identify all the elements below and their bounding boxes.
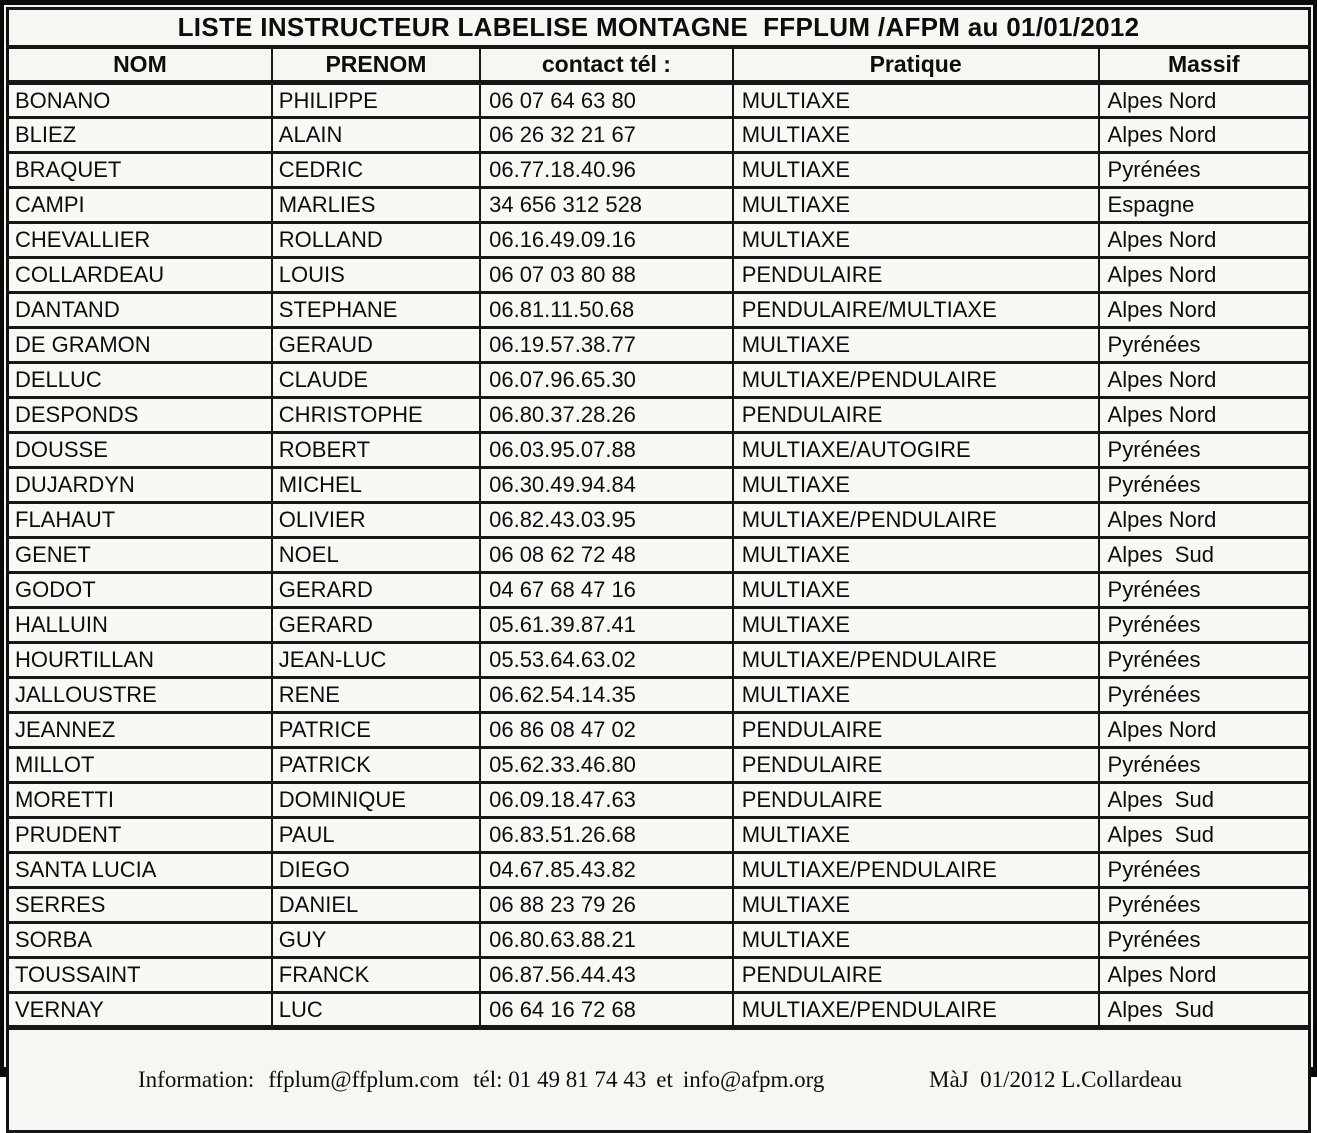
cell-tel: 06 64 16 72 68 — [480, 993, 733, 1028]
cell-nom: DESPONDS — [8, 398, 272, 433]
cell-prenom: JEAN-LUC — [272, 643, 480, 678]
cell-prenom: MICHEL — [272, 468, 480, 503]
table-row — [8, 573, 1310, 608]
cell-nom: PRUDENT — [8, 818, 272, 853]
cell-prenom: ALAIN — [272, 118, 480, 153]
cell-nom: HALLUIN — [8, 608, 272, 643]
instructor-table — [6, 7, 1311, 1133]
cell-nom: BLIEZ — [8, 118, 272, 153]
cell-prenom: CHRISTOPHE — [272, 398, 480, 433]
table-row — [8, 293, 1310, 328]
footer-et-label: et — [656, 1067, 673, 1092]
cell-massif: Pyrénées — [1099, 608, 1310, 643]
page-title: LISTE INSTRUCTEUR LABELISE MONTAGNE FFPLUM /AFPM au 01/01/2012 — [8, 9, 1310, 47]
cell-nom: SANTA LUCIA — [8, 853, 272, 888]
cell-nom: BRAQUET — [8, 153, 272, 188]
table-row — [8, 433, 1310, 468]
cell-massif: Alpes Sud — [1099, 538, 1310, 573]
cell-tel: 06.83.51.26.68 — [480, 818, 733, 853]
cell-massif: Alpes Nord — [1099, 398, 1310, 433]
cell-prenom: PATRICK — [272, 748, 480, 783]
footer-maj-credit: MàJ 01/2012 L.Collardeau — [929, 1067, 1182, 1092]
cell-pratique: MULTIAXE — [733, 538, 1099, 573]
cell-prenom: CLAUDE — [272, 363, 480, 398]
cell-massif: Pyrénées — [1099, 678, 1310, 713]
table-row — [8, 713, 1310, 748]
table-row — [8, 118, 1310, 153]
column-header-massif: Massif — [1099, 47, 1310, 83]
cell-massif: Pyrénées — [1099, 153, 1310, 188]
cell-prenom: DANIEL — [272, 888, 480, 923]
column-header-contact-tel: contact tél : — [480, 47, 733, 83]
cell-massif: Pyrénées — [1099, 853, 1310, 888]
cell-pratique: MULTIAXE — [733, 328, 1099, 363]
cell-massif: Alpes Nord — [1099, 713, 1310, 748]
cell-tel: 06.30.49.94.84 — [480, 468, 733, 503]
cell-tel: 06 07 64 63 80 — [480, 83, 733, 118]
cell-prenom: LOUIS — [272, 258, 480, 293]
cell-tel: 04.67.85.43.82 — [480, 853, 733, 888]
cell-massif: Pyrénées — [1099, 923, 1310, 958]
cell-nom: GENET — [8, 538, 272, 573]
cell-prenom: GERARD — [272, 608, 480, 643]
table-row — [8, 258, 1310, 293]
cell-pratique: MULTIAXE/PENDULAIRE — [733, 643, 1099, 678]
cell-pratique: MULTIAXE — [733, 923, 1099, 958]
cell-prenom: DIEGO — [272, 853, 480, 888]
cell-tel: 05.61.39.87.41 — [480, 608, 733, 643]
cell-pratique: MULTIAXE/PENDULAIRE — [733, 363, 1099, 398]
cell-massif: Pyrénées — [1099, 573, 1310, 608]
table-row — [8, 818, 1310, 853]
cell-massif: Alpes Nord — [1099, 83, 1310, 118]
cell-pratique: MULTIAXE/PENDULAIRE — [733, 503, 1099, 538]
footer-email-afpm: info@afpm.org — [682, 1067, 825, 1092]
table-row — [8, 643, 1310, 678]
cell-nom: DELLUC — [8, 363, 272, 398]
cell-prenom: STEPHANE — [272, 293, 480, 328]
cell-massif: Pyrénées — [1099, 433, 1310, 468]
cell-prenom: GUY — [272, 923, 480, 958]
cell-pratique: MULTIAXE — [733, 818, 1099, 853]
cell-tel: 06 08 62 72 48 — [480, 538, 733, 573]
table-row — [8, 958, 1310, 993]
cell-nom: TOUSSAINT — [8, 958, 272, 993]
cell-massif: Alpes Nord — [1099, 293, 1310, 328]
cell-massif: Alpes Nord — [1099, 223, 1310, 258]
cell-nom: MILLOT — [8, 748, 272, 783]
table-row — [8, 328, 1310, 363]
cell-massif: Espagne — [1099, 188, 1310, 223]
cell-prenom: ROLLAND — [272, 223, 480, 258]
cell-nom: FLAHAUT — [8, 503, 272, 538]
cell-massif: Alpes Sud — [1099, 818, 1310, 853]
table-row — [8, 398, 1310, 433]
cell-pratique: MULTIAXE/PENDULAIRE — [733, 993, 1099, 1028]
cell-tel: 06 86 08 47 02 — [480, 713, 733, 748]
cell-nom: SORBA — [8, 923, 272, 958]
cell-pratique: MULTIAXE/PENDULAIRE — [733, 853, 1099, 888]
cell-pratique: MULTIAXE — [733, 678, 1099, 713]
cell-tel: 06.82.43.03.95 — [480, 503, 733, 538]
cell-prenom: PAUL — [272, 818, 480, 853]
cell-tel: 06.80.63.88.21 — [480, 923, 733, 958]
cell-nom: DE GRAMON — [8, 328, 272, 363]
table-row — [8, 888, 1310, 923]
cell-pratique: PENDULAIRE — [733, 783, 1099, 818]
cell-nom: DANTAND — [8, 293, 272, 328]
cell-prenom: CEDRIC — [272, 153, 480, 188]
cell-pratique: MULTIAXE — [733, 153, 1099, 188]
table-row — [8, 853, 1310, 888]
cell-massif: Alpes Nord — [1099, 118, 1310, 153]
cell-tel: 06.81.11.50.68 — [480, 293, 733, 328]
cell-massif: Alpes Sud — [1099, 993, 1310, 1028]
cell-nom: MORETTI — [8, 783, 272, 818]
table-row — [8, 538, 1310, 573]
cell-prenom: LUC — [272, 993, 480, 1028]
cell-prenom: PHILIPPE — [272, 83, 480, 118]
cell-massif: Pyrénées — [1099, 328, 1310, 363]
title-row — [8, 9, 1310, 47]
cell-nom: DOUSSE — [8, 433, 272, 468]
table-row — [8, 993, 1310, 1028]
cell-prenom: RENE — [272, 678, 480, 713]
cell-pratique: PENDULAIRE — [733, 258, 1099, 293]
table-row — [8, 363, 1310, 398]
cell-tel: 05.53.64.63.02 — [480, 643, 733, 678]
table-row — [8, 83, 1310, 118]
cell-massif: Alpes Nord — [1099, 503, 1310, 538]
cell-prenom: FRANCK — [272, 958, 480, 993]
cell-tel: 06.87.56.44.43 — [480, 958, 733, 993]
cell-nom: GODOT — [8, 573, 272, 608]
cell-pratique: MULTIAXE — [733, 468, 1099, 503]
cell-prenom: GERARD — [272, 573, 480, 608]
cell-tel: 06 88 23 79 26 — [480, 888, 733, 923]
table-row — [8, 748, 1310, 783]
cell-pratique: MULTIAXE/AUTOGIRE — [733, 433, 1099, 468]
cell-pratique: MULTIAXE — [733, 888, 1099, 923]
cell-prenom: PATRICE — [272, 713, 480, 748]
cell-nom: VERNAY — [8, 993, 272, 1028]
table-row — [8, 188, 1310, 223]
cell-nom: JEANNEZ — [8, 713, 272, 748]
cell-tel: 06.09.18.47.63 — [480, 783, 733, 818]
cell-prenom: MARLIES — [272, 188, 480, 223]
footer-info-label: Information: — [138, 1067, 255, 1092]
cell-prenom: DOMINIQUE — [272, 783, 480, 818]
cell-nom: DUJARDYN — [8, 468, 272, 503]
cell-massif: Pyrénées — [1099, 468, 1310, 503]
cell-prenom: ROBERT — [272, 433, 480, 468]
footer-email-ffplum: ffplum@ffplum.com — [268, 1067, 460, 1092]
cell-pratique: PENDULAIRE — [733, 713, 1099, 748]
table-body — [8, 83, 1310, 1028]
cell-tel: 06.03.95.07.88 — [480, 433, 733, 468]
cell-pratique: PENDULAIRE — [733, 748, 1099, 783]
table-row — [8, 783, 1310, 818]
cell-tel: 34 656 312 528 — [480, 188, 733, 223]
footer-row — [8, 1028, 1310, 1132]
cell-tel: 06.07.96.65.30 — [480, 363, 733, 398]
cell-tel: 06.62.54.14.35 — [480, 678, 733, 713]
cell-tel: 05.62.33.46.80 — [480, 748, 733, 783]
cell-nom: CAMPI — [8, 188, 272, 223]
cell-tel: 06.77.18.40.96 — [480, 153, 733, 188]
table-row — [8, 923, 1310, 958]
cell-pratique: MULTIAXE — [733, 83, 1099, 118]
column-header-row — [8, 47, 1310, 83]
cell-massif: Alpes Nord — [1099, 258, 1310, 293]
cell-nom: COLLARDEAU — [8, 258, 272, 293]
table-row — [8, 223, 1310, 258]
cell-tel: 06 07 03 80 88 — [480, 258, 733, 293]
table-row — [8, 153, 1310, 188]
cell-pratique: MULTIAXE — [733, 223, 1099, 258]
cell-nom: HOURTILLAN — [8, 643, 272, 678]
cell-prenom: NOEL — [272, 538, 480, 573]
footer-phone: tél: 01 49 81 74 43 — [473, 1067, 647, 1092]
cell-tel: 06.16.49.09.16 — [480, 223, 733, 258]
cell-tel: 06 26 32 21 67 — [480, 118, 733, 153]
cell-massif: Pyrénées — [1099, 643, 1310, 678]
table-row — [8, 608, 1310, 643]
cell-pratique: MULTIAXE — [733, 573, 1099, 608]
cell-massif: Pyrénées — [1099, 748, 1310, 783]
cell-tel: 06.80.37.28.26 — [480, 398, 733, 433]
cell-nom: CHEVALLIER — [8, 223, 272, 258]
cell-pratique: PENDULAIRE — [733, 398, 1099, 433]
cell-pratique: PENDULAIRE/MULTIAXE — [733, 293, 1099, 328]
cell-pratique: PENDULAIRE — [733, 958, 1099, 993]
cell-nom: BONANO — [8, 83, 272, 118]
cell-prenom: OLIVIER — [272, 503, 480, 538]
cell-nom: JALLOUSTRE — [8, 678, 272, 713]
cell-pratique: MULTIAXE — [733, 608, 1099, 643]
table-row — [8, 503, 1310, 538]
cell-nom: SERRES — [8, 888, 272, 923]
footer — [10, 1067, 1307, 1093]
table-row — [8, 468, 1310, 503]
column-header-prenom: PRENOM — [272, 47, 480, 83]
cell-massif: Pyrénées — [1099, 888, 1310, 923]
column-header-nom: NOM — [8, 47, 272, 83]
cell-tel: 06.19.57.38.77 — [480, 328, 733, 363]
column-header-pratique: Pratique — [733, 47, 1099, 83]
cell-tel: 04 67 68 47 16 — [480, 573, 733, 608]
cell-pratique: MULTIAXE — [733, 118, 1099, 153]
cell-massif: Alpes Nord — [1099, 363, 1310, 398]
cell-prenom: GERAUD — [272, 328, 480, 363]
table-row — [8, 678, 1310, 713]
cell-pratique: MULTIAXE — [733, 188, 1099, 223]
cell-massif: Alpes Nord — [1099, 958, 1310, 993]
cell-massif: Alpes Sud — [1099, 783, 1310, 818]
